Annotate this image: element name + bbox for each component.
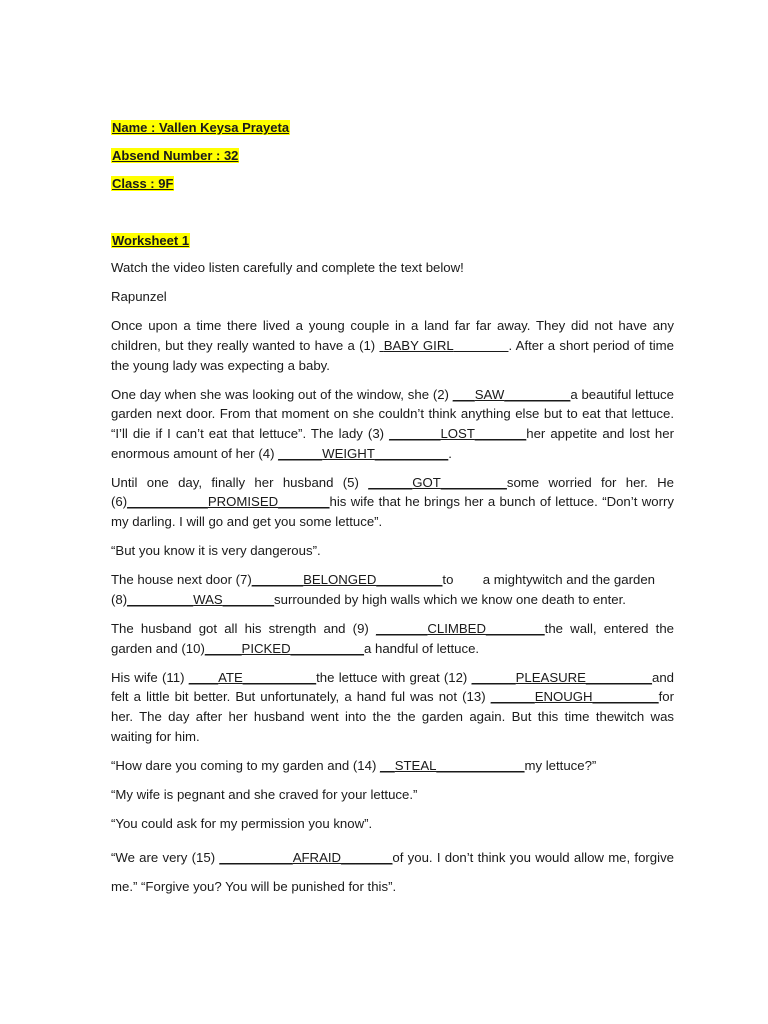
story-body [111, 258, 674, 911]
paragraph-7: His wife (11) ____ATE__________the lettuce with great (12) ______PLEASURE_________and felt a little bit better. But unfortunately, a hand ful was not (13) ______ENOUGH_________for her. The day after her husband went into the the garden again. But this time thewitch was waiting for him. [111, 669, 675, 744]
paragraph-10: “You could ask for my permission you know”. [111, 816, 373, 832]
student-name-heading: Name : Vallen Keysa Prayeta [112, 120, 290, 135]
answer-4: ______WEIGHT__________ [278, 445, 449, 461]
class-heading: Class : 9F [112, 176, 174, 191]
answer-8: _________WAS_______ [127, 591, 275, 607]
answer-9: _______CLIMBED________ [376, 621, 545, 637]
story-title: Rapunzel [111, 289, 167, 305]
paragraph-6: The husband got all his strength and (9) _______CLIMBED________the wall, entered the garden and (10)_____PICKED__________a handful of lettuce. [111, 621, 674, 656]
answer-15: __________AFRAID_______ [219, 850, 393, 866]
paragraph-2: One day when she was looking out of the window, she (2) ___SAW_________a beautiful lettuce garden next door. From that moment on she couldn’t think anything else but to eat that lettuce. “I’ll die if I can’t eat that lettuce”. The lady (3) _______LOST_______her appetite and lost her enormous amount of her (4) ______WEIGHT__________. [111, 386, 674, 461]
answer-7: _______BELONGED_________ [251, 572, 443, 588]
answer-1: BABY GIRL [383, 337, 454, 353]
paragraph-1: Once upon a time there lived a young couple in a land far far away. They did not have any children, but they really wanted to have a (1) BABY GIRL . After a short period of time the young lady was expecting a baby. [111, 318, 674, 373]
answer-5: ______GOT_________ [368, 474, 507, 490]
answer-14: __STEAL____________ [380, 757, 525, 773]
paragraph-9: “My wife is pegnant and she craved for your lettuce.” [111, 787, 418, 802]
absend-number-heading: Absend Number : 32 [112, 148, 239, 163]
answer-2: ___SAW_________ [452, 386, 571, 402]
paragraph-11: “We are very (15) __________AFRAID_______of you. I don’t think you would allow me, forgive me.” “Forgive you? You will be punished for this”. [111, 850, 675, 895]
instruction-text: Watch the video listen carefully and complete the text below! [111, 260, 464, 275]
paragraph-5: The house next door (7)_______BELONGED_________to a mightywitch and the garden (8)_________WAS_______surrounded by high walls which we know one death to enter. [111, 572, 655, 607]
answer-3: _______LOST_______ [389, 425, 527, 441]
paragraph-3: Until one day, finally her husband (5) ______GOT_________some worried for her. He (6)___________PROMISED_______his wife that he brings her a bunch of lettuce. “Don’t worry my darling. I will go and get you some lettuce”. [111, 474, 674, 529]
worksheet-title: Worksheet 1 [112, 233, 190, 248]
paragraph-8: “How dare you coming to my garden and (14) __STEAL____________my lettuce?” [111, 757, 597, 773]
answer-13: ______ENOUGH_________ [490, 689, 659, 705]
answer-12: ______PLEASURE_________ [471, 669, 652, 685]
answer-6: ___________PROMISED_______ [127, 494, 330, 510]
answer-11: ____ATE__________ [188, 669, 317, 685]
paragraph-4: “But you know it is very dangerous”. [111, 543, 321, 559]
answer-10: _____PICKED__________ [204, 640, 364, 656]
